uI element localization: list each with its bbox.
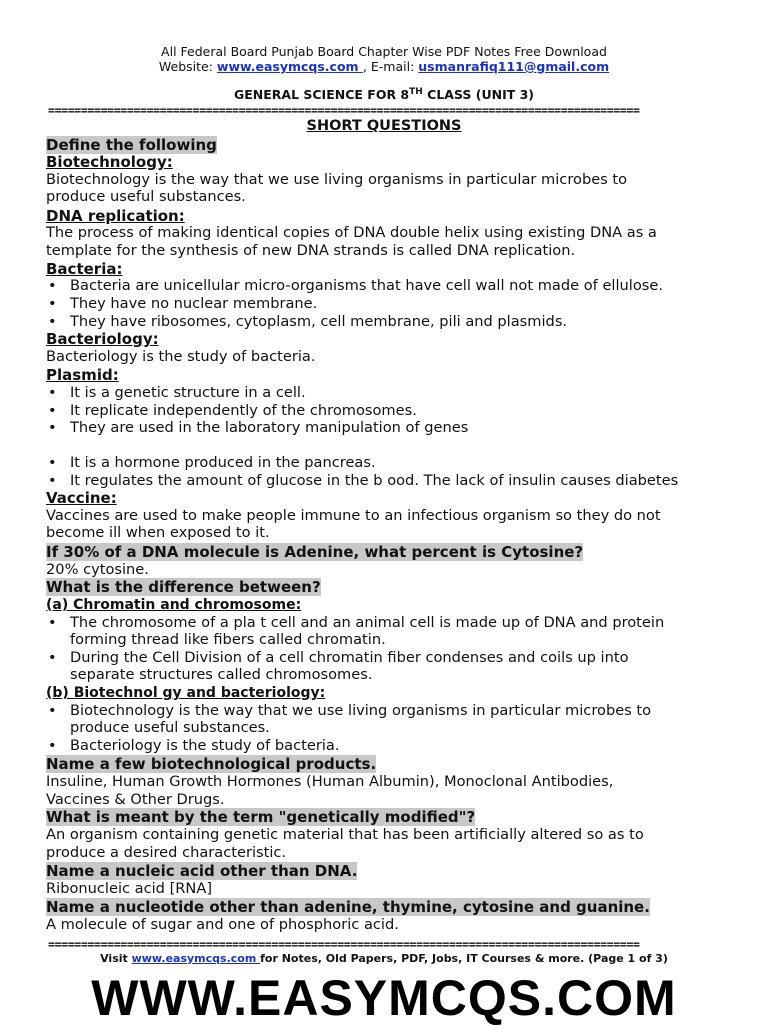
- vaccine-text-1: Vaccines are used to make people immune to an infectious organism so they do not: [46, 507, 661, 524]
- list-item-continuation: produce useful substances.: [70, 719, 270, 736]
- question-nucleic-acid: Name a nucleic acid other than DNA.: [46, 862, 358, 880]
- subheading-biotech-bacteriology: (b) Biotechnol gy and bacteriology:: [46, 685, 326, 701]
- list-item: • During the Cell Division of a cell chromatin fiber condenses and coils up into: [48, 649, 629, 666]
- question-difference: What is the difference between?: [46, 578, 321, 596]
- list-item: • They have ribosomes, cytoplasm, cell membrane, pili and plasmids.: [48, 313, 568, 330]
- list-item: • It is a genetic structure in a cell.: [48, 384, 306, 401]
- plasmid-heading: Plasmid:: [46, 366, 119, 384]
- answer-nucleic-acid: Ribonucleic acid [RNA]: [46, 880, 213, 897]
- list-item: • Bacteria are unicellular micro-organisms that have cell wall not made of ellulose.: [48, 277, 663, 294]
- bacteria-heading: Bacteria:: [46, 260, 123, 278]
- list-item: • It is a hormone produced in the pancreas.: [48, 454, 376, 471]
- dna-text-2: template for the synthesis of new DNA strands is called DNA replication.: [46, 242, 576, 259]
- bacteriology-heading: Bacteriology:: [46, 330, 159, 348]
- email-link[interactable]: usmanrafiq111@gmail.com: [418, 59, 610, 74]
- list-item-continuation: separate structures called chromosomes.: [70, 666, 373, 683]
- answer-gm-1: An organism containing genetic material that has been artificially altered so as to: [46, 826, 644, 843]
- list-item-continuation: forming thread like fibers called chromatin.: [70, 631, 386, 648]
- site-logo: WWW.EASYMCQS.COM: [91, 970, 677, 1026]
- title-superscript: TH: [409, 87, 423, 97]
- list-item: • Biotechnology is the way that we use living organisms in particular microbes to: [48, 702, 652, 719]
- email-label: , E-mail:: [362, 59, 419, 74]
- header-separator: ==========================================================================================: [48, 104, 640, 116]
- vaccine-text-2: become ill when exposed to it.: [46, 524, 270, 541]
- dna-text-1: The process of making identical copies of DNA double helix using existing DNA as a: [46, 224, 657, 241]
- footer-separator: ==========================================================================================: [48, 938, 640, 950]
- list-item: • It regulates the amount of glucose in the b ood. The lack of insulin causes diabetes: [48, 472, 679, 489]
- biotech-heading: Biotechnology:: [46, 153, 173, 171]
- page-title: [0, 84, 768, 103]
- answer-adenine: 20% cytosine.: [46, 561, 149, 578]
- website-link[interactable]: www.easymcqs.com: [216, 59, 363, 74]
- visit-label: Visit: [100, 952, 132, 965]
- header-contact-line: [0, 59, 768, 74]
- subheading-chromatin: (a) Chromatin and chromosome:: [46, 597, 302, 613]
- bacteriology-text: Bacteriology is the study of bacteria.: [46, 348, 316, 365]
- question-nucleotide: Name a nucleotide other than adenine, thymine, cytosine and guanine.: [46, 898, 650, 916]
- list-item: • The chromosome of a pla t cell and an animal cell is made up of DNA and protein: [48, 614, 665, 631]
- answer-products-1: Insuline, Human Growth Hormones (Human Albumin), Monoclonal Antibodies,: [46, 773, 614, 790]
- title-text-end: CLASS (UNIT 3): [422, 87, 535, 103]
- page-subtitle: SHORT QUESTIONS: [306, 118, 462, 134]
- vaccine-heading: Vaccine:: [46, 489, 117, 507]
- dna-heading: DNA replication:: [46, 207, 185, 225]
- visit-text: for Notes, Old Papers, PDF, Jobs, IT Courses & more. (Page 1 of 3): [260, 952, 668, 965]
- title-text: GENERAL SCIENCE FOR 8: [233, 87, 410, 103]
- header-line-1: All Federal Board Punjab Board Chapter Wise PDF Notes Free Download: [161, 44, 607, 59]
- biotech-text-2: produce useful substances.: [46, 188, 246, 205]
- define-heading: Define the following: [46, 136, 217, 154]
- website-label: Website:: [158, 59, 217, 74]
- question-adenine: If 30% of a DNA molecule is Adenine, what percent is Cytosine?: [46, 543, 584, 561]
- biotech-text-1: Biotechnology is the way that we use living organisms in particular microbes to: [46, 171, 628, 188]
- list-item: • They have no nuclear membrane.: [48, 295, 318, 312]
- footer-visit-line: [0, 952, 768, 966]
- list-item: • They are used in the laboratory manipulation of genes: [48, 419, 469, 436]
- footer-website-link[interactable]: www.easymcqs.com: [131, 952, 261, 965]
- question-genetically-modified: What is meant by the term "genetically modified"?: [46, 808, 476, 826]
- list-item: • Bacteriology is the study of bacteria.: [48, 737, 340, 754]
- answer-nucleotide: A molecule of sugar and one of phosphoric acid.: [46, 916, 399, 933]
- question-products: Name a few biotechnological products.: [46, 755, 377, 773]
- answer-gm-2: produce a desired characteristic.: [46, 844, 287, 861]
- answer-products-2: Vaccines & Other Drugs.: [46, 791, 225, 808]
- list-item: • It replicate independently of the chromosomes.: [48, 402, 417, 419]
